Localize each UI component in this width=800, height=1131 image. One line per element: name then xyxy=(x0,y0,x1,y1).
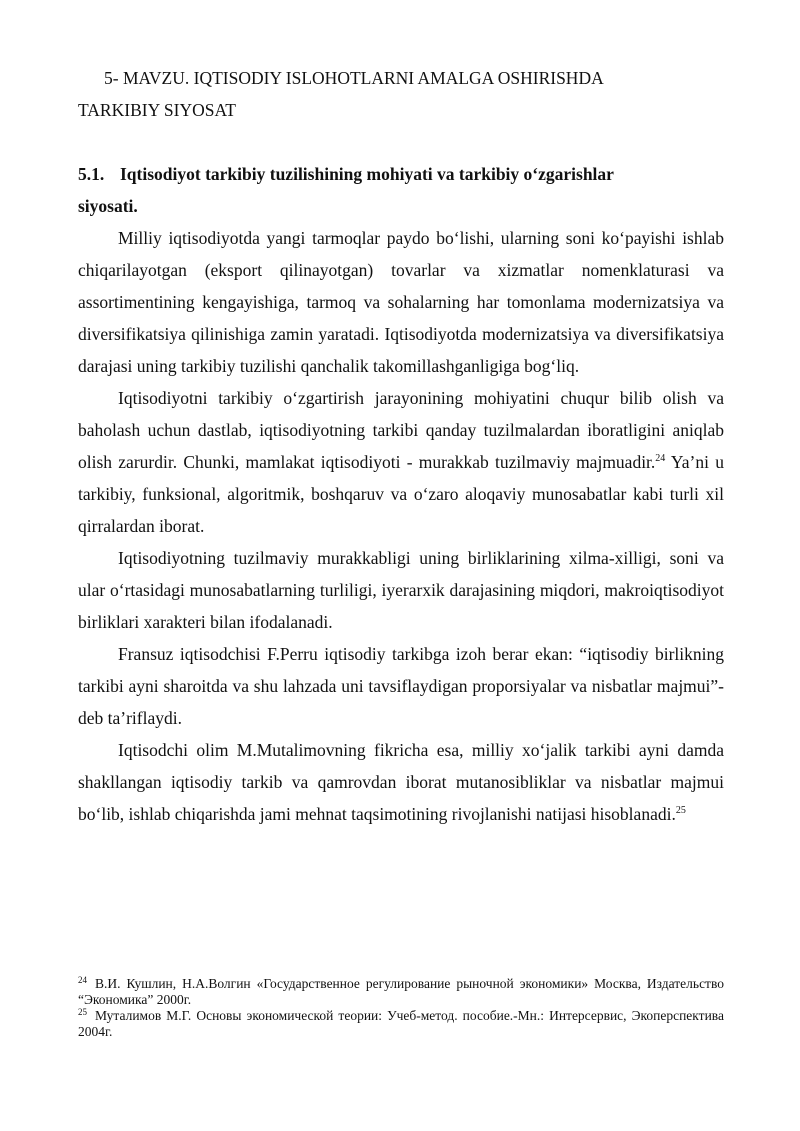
footnote-24-number: 24 xyxy=(78,975,87,985)
section-number: 5.1. xyxy=(78,164,105,184)
footnote-24 xyxy=(78,976,724,1008)
footnote-25-text: Муталимов М.Г. Основы экономической теории: Учеб-метод. пособие.-Мн.: Интерсервис, Экоперспектива 2004г. xyxy=(78,1008,724,1039)
footnote-24-text: В.И. Кушлин, Н.А.Волгин «Государственное регулирование рыночной экономики» Москва, Издательство “Экономика” 2000г. xyxy=(78,976,724,1007)
paragraph-2 xyxy=(78,382,724,542)
chapter-title-line2: TARKIBIY SIYOSAT xyxy=(78,100,236,120)
footnotes xyxy=(78,976,724,1040)
paragraph-3: Iqtisodiyotning tuzilmaviy murakkabligi uning birliklarining xilma-xilligi, soni va ular o‘rtasidagi munosabatlarning turliligi, iyerarxik darajasining miqdori, makroiqtisodiyot birliklari xarakteri bilan ifodalanadi. xyxy=(78,548,724,632)
body-text xyxy=(78,222,724,830)
chapter-title-line1: 5- MAVZU. IQTISODIY ISLOHOTLARNI AMALGA OSHIRISHDA xyxy=(104,68,604,88)
paragraph-4: Fransuz iqtisodchisi F.Perru iqtisodiy tarkibga izoh berar ekan: “iqtisodiy birlikning tarkibi ayni sharoitda va shu lahzada uni tavsiflaydigan proporsiyalar va nisbatlar majmui”- deb ta’riflaydi. xyxy=(78,644,724,728)
paragraph-5-text: Iqtisodchi olim M.Mutalimovning fikricha esa, milliy xo‘jalik tarkibi ayni damda shakllangan iqtisodiy tarkib va qamrovdan iborat mutanosibliklar va nisbatlar majmui bo‘lib, ishlab chiqarishda jami mehnat taqsimotining rivojlanishi natijasi hisoblanadi. xyxy=(78,740,724,824)
footnote-ref-24: 24 xyxy=(655,453,666,464)
paragraph-2-part-b: Ya’ni u tarkibiy, funksional, algoritmik, boshqaruv va o‘zaro aloqaviy munosabatlar kabi turli xil qirralardan iborat. xyxy=(78,452,724,536)
section-heading xyxy=(78,158,724,222)
paragraph-5 xyxy=(78,734,724,830)
footnote-25 xyxy=(78,1008,724,1040)
footnote-ref-25: 25 xyxy=(675,805,686,816)
footnote-25-number: 25 xyxy=(78,1007,87,1017)
section-title-line2: siyosati. xyxy=(78,196,138,216)
paragraph-2-part-a: Iqtisodiyotni tarkibiy o‘zgartirish jarayonining mohiyatini chuqur bilib olish va baholash uchun dastlab, iqtisodiyotning tarkibi qanday tuzilmalardan iboratligini aniqlab olish zarurdir. Chunki, mamlakat iqtisodiyoti - murakkab tuzilmaviy majmuadir. xyxy=(78,388,724,472)
section-title-line1: Iqtisodiyot tarkibiy tuzilishining mohiyati va tarkibiy o‘zgarishlar xyxy=(120,164,614,184)
chapter-title xyxy=(78,62,724,126)
paragraph-1: Milliy iqtisodiyotda yangi tarmoqlar paydo bo‘lishi, ularning soni ko‘payishi ishlab chiqarilayotgan (eksport qilinayotgan) tovarlar va xizmatlar nomenklaturasi va assortimentining kengayishiga, tarmoq va sohalarning har tomonlama modernizatsiya va diversifikatsiya qilinishiga zamin yaratadi. Iqtisodiyotda modernizatsiya va diversifikatsiya darajasi uning tarkibiy tuzilishi qanchalik takomillashganligiga bog‘liq. xyxy=(78,228,724,376)
